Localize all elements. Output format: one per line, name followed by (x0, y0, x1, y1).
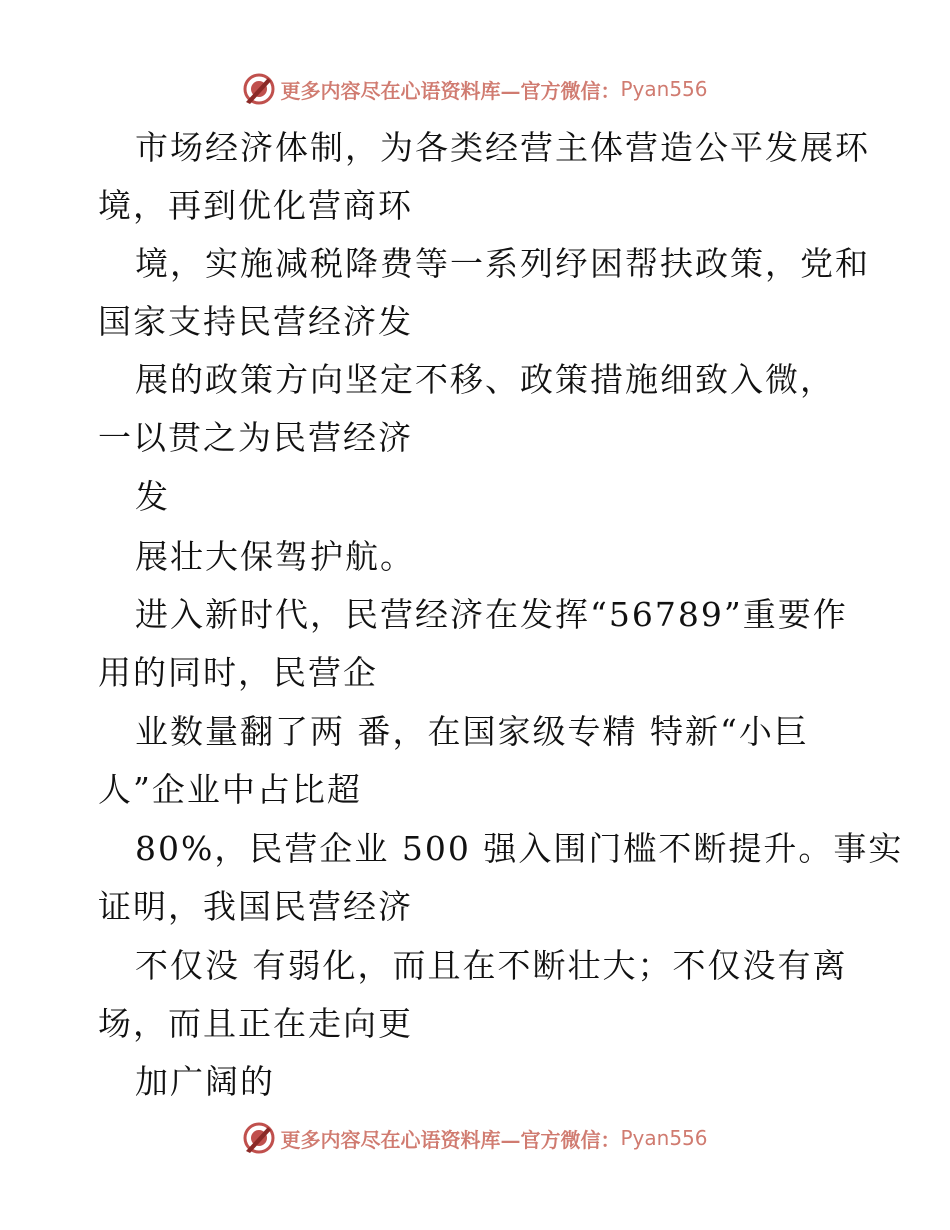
body-line: 发 (135, 477, 170, 516)
body-line: 业数量翻了两 番，在国家级专精 特新“小巨 (135, 712, 809, 751)
banner-handle: Pyan556 (620, 1126, 708, 1150)
body-line: 一以贯之为民营经济 (98, 418, 413, 457)
body-line: 证明，我国民营经济 (98, 887, 413, 926)
footer-banner (0, 1121, 950, 1155)
body-line: 市场经济体制，为各类经营主体营造公平发展环 (135, 128, 870, 167)
body-line: 境，实施减税降费等一系列纾困帮扶政策，党和 (135, 244, 870, 283)
banner-text: 更多内容尽在心语资料库—官方微信： (280, 1127, 621, 1152)
body-line: 境，再到优化营商环 (98, 186, 413, 225)
body-line: 80%，民营企业 500 强入围门槛不断提升。事实 (135, 829, 904, 868)
body-line: 人”企业中占比超 (98, 770, 362, 809)
body-line: 不仅没 有弱化，而且在不断壮大；不仅没有离 (135, 946, 848, 985)
body-line: 国家支持民营经济发 (98, 302, 413, 341)
banner-handle: Pyan556 (620, 77, 708, 101)
body-line: 加广阔的 (135, 1062, 275, 1101)
body-line: 进入新时代，民营经济在发挥“56789”重要作 (135, 595, 848, 634)
body-line: 展壮大保驾护航。 (135, 537, 415, 576)
body-line: 场，而且正在走向更 (98, 1004, 413, 1043)
quill-seal-logo-icon (242, 1121, 276, 1155)
banner-text: 更多内容尽在心语资料库—官方微信： (280, 78, 621, 103)
body-line: 用的同时，民营企 (98, 653, 378, 692)
body-line: 展的政策方向坚定不移、政策措施细致入微， (135, 360, 835, 399)
